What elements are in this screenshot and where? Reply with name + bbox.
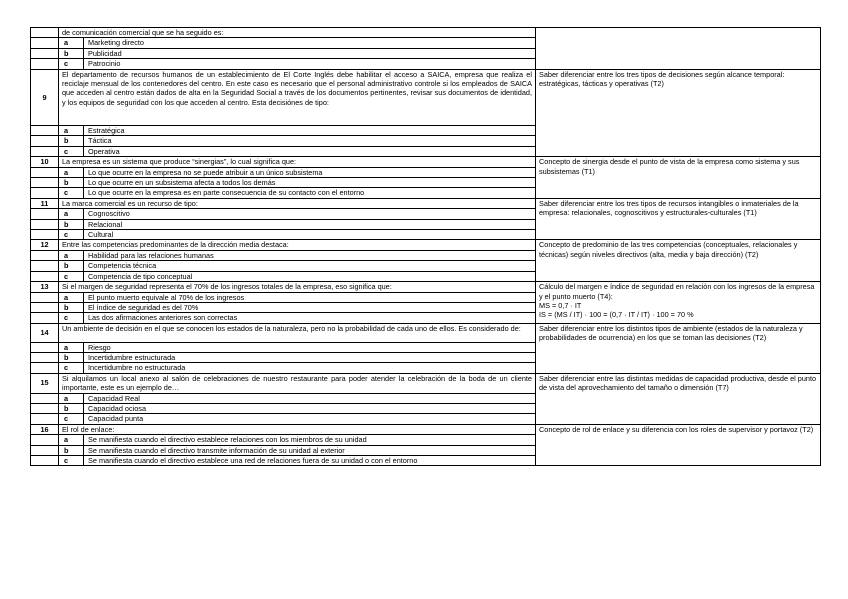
objective-note xyxy=(536,28,821,70)
option-text: Las dos afirmaciones anteriores son correctas xyxy=(84,313,536,323)
option-spacer xyxy=(31,48,59,58)
option-text: Se manifiesta cuando el directivo transmite información de su unidad al exterior xyxy=(84,445,536,455)
option-letter: b xyxy=(59,445,84,455)
option-text: Publicidad xyxy=(84,48,536,58)
question-number xyxy=(31,28,59,38)
question-number: 14 xyxy=(31,323,59,342)
option-spacer xyxy=(31,209,59,219)
objective-note xyxy=(536,69,821,157)
question-row xyxy=(31,282,821,292)
option-text: Competencia de tipo conceptual xyxy=(84,271,536,281)
option-spacer xyxy=(31,414,59,424)
question-text: Si el margen de seguridad representa el 70% de los ingresos totales de la empresa, eso significa que: xyxy=(59,282,536,292)
option-spacer xyxy=(31,38,59,48)
question-text: El departamento de recursos humanos de un establecimiento de El Corte Inglés debe habilitar el acceso a SAICA, empresa que realiza el reciclaje mensual de los contenedores del centro. En este caso es necesario que el personal administrativo controle si los empleados de SAICA que acceden al centro están dados de alta en la Seguridad Social a través de los documentos pertinentes, revisar sus documentos de identidad, y los equipos de seguridad con los que acceden al centro. Esta decisiónes de tipo: xyxy=(59,69,536,125)
option-spacer xyxy=(31,188,59,198)
option-spacer xyxy=(31,292,59,302)
objective-formula-line: IS = (MS / IT) · 100 = (0,7 · IT / IT) · 100 = 70 % xyxy=(539,310,694,320)
option-text: Táctica xyxy=(84,136,536,146)
option-letter: a xyxy=(59,342,84,352)
option-text: Lo que ocurre en la empresa no se puede atribuir a un único subsistema xyxy=(84,167,536,177)
option-text: Cultural xyxy=(84,230,536,240)
question-text: Si alquilamos un local anexo al salón de celebraciones de nuestro restaurante para poder atender la celebración de la boda de un cliente importante, este es un ejemplo de… xyxy=(59,373,536,393)
question-row xyxy=(31,69,821,125)
objective-note xyxy=(536,157,821,199)
option-text: Capacidad ociosa xyxy=(84,403,536,413)
option-spacer xyxy=(31,302,59,312)
option-text: Cognoscitivo xyxy=(84,209,536,219)
option-text: Relacional xyxy=(84,219,536,229)
option-spacer xyxy=(31,230,59,240)
option-letter: c xyxy=(59,313,84,323)
question-number: 9 xyxy=(31,69,59,125)
option-letter: b xyxy=(59,178,84,188)
question-row xyxy=(31,323,821,342)
option-spacer xyxy=(31,403,59,413)
objective-note-text: Saber diferenciar entre los distintos tipos de ambiente (estados de la naturaleza y probabilidades de ocurrencia) en los que se toman las decisiones (T2) xyxy=(539,323,803,343)
option-letter: b xyxy=(59,403,84,413)
option-spacer xyxy=(31,250,59,260)
question-text: Entre las competencias predominantes de la dirección media destaca: xyxy=(59,240,536,250)
option-text: Patrocinio xyxy=(84,59,536,69)
option-letter: c xyxy=(59,59,84,69)
option-letter: b xyxy=(59,352,84,362)
option-text: Incertidumbre estructurada xyxy=(84,352,536,362)
option-letter: c xyxy=(59,271,84,281)
objective-note-text: Concepto de sinergia desde el punto de vista de la empresa como sistema y sus subsistemas (T1) xyxy=(539,157,800,176)
option-letter: a xyxy=(59,126,84,136)
question-number: 10 xyxy=(31,157,59,167)
option-spacer xyxy=(31,59,59,69)
option-letter: b xyxy=(59,302,84,312)
question-text: de comunicación comercial que se ha seguido es: xyxy=(59,28,536,38)
question-number: 12 xyxy=(31,240,59,250)
question-row xyxy=(31,424,821,434)
option-letter: b xyxy=(59,261,84,271)
question-number: 15 xyxy=(31,373,59,393)
question-row xyxy=(31,373,821,393)
option-spacer xyxy=(31,342,59,352)
option-letter: a xyxy=(59,393,84,403)
option-text: Capacidad punta xyxy=(84,414,536,424)
option-text: Capacidad Real xyxy=(84,393,536,403)
option-letter: a xyxy=(59,209,84,219)
option-letter: b xyxy=(59,48,84,58)
option-letter: a xyxy=(59,435,84,445)
option-spacer xyxy=(31,313,59,323)
option-spacer xyxy=(31,445,59,455)
question-row xyxy=(31,198,821,208)
question-number: 16 xyxy=(31,424,59,434)
option-spacer xyxy=(31,136,59,146)
question-text: El rol de enlace: xyxy=(59,424,536,434)
option-text: El índice de seguridad es del 70% xyxy=(84,302,536,312)
objective-note-text: Concepto de rol de enlace y su diferencia con los roles de supervisor y portavoz (T2) xyxy=(539,424,814,434)
option-text: Estratégica xyxy=(84,126,536,136)
objective-note xyxy=(536,373,821,424)
question-text: La marca comercial es un recurso de tipo: xyxy=(59,198,536,208)
option-spacer xyxy=(31,261,59,271)
objective-formula-line: MS = 0,7 · IT xyxy=(539,300,582,310)
exam-table xyxy=(30,27,821,466)
option-spacer xyxy=(31,363,59,373)
option-text: Habilidad para las relaciones humanas xyxy=(84,250,536,260)
question-row xyxy=(31,157,821,167)
objective-note-text: Saber diferenciar entre los tres tipos de decisiones según alcance temporal: estratégicas, tácticas y operativas (T2) xyxy=(539,69,785,89)
objective-note-text: Saber diferenciar entre las distintas medidas de capacidad productiva, desde el punto de vista del aprovechamiento del tamaño o dimensión (T7) xyxy=(539,373,817,393)
option-spacer xyxy=(31,178,59,188)
option-letter: c xyxy=(59,230,84,240)
option-text: Riesgo xyxy=(84,342,536,352)
option-spacer xyxy=(31,435,59,445)
option-letter: c xyxy=(59,456,84,466)
option-letter: b xyxy=(59,136,84,146)
option-letter: c xyxy=(59,414,84,424)
objective-note xyxy=(536,282,821,324)
option-text: Operativa xyxy=(84,146,536,156)
objective-note-text: Saber diferenciar entre los tres tipos de recursos intangibles o inmateriales de la empresa: relacionales, cognoscitivos y estructurales-culturales (T1) xyxy=(539,198,799,218)
option-letter: a xyxy=(59,250,84,260)
option-spacer xyxy=(31,456,59,466)
option-letter: a xyxy=(59,38,84,48)
option-text: Marketing directo xyxy=(84,38,536,48)
option-letter: a xyxy=(59,292,84,302)
option-letter: c xyxy=(59,146,84,156)
objective-note xyxy=(536,198,821,240)
question-text: La empresa es un sistema que produce “sinergias”, lo cual significa que: xyxy=(59,157,536,167)
option-spacer xyxy=(31,219,59,229)
option-spacer xyxy=(31,393,59,403)
question-row xyxy=(31,240,821,250)
option-spacer xyxy=(31,126,59,136)
option-text: Lo que ocurre en un subsistema afecta a todos los demás xyxy=(84,178,536,188)
question-number: 11 xyxy=(31,198,59,208)
option-text: El punto muerto equivale al 70% de los ingresos xyxy=(84,292,536,302)
option-letter: c xyxy=(59,188,84,198)
option-spacer xyxy=(31,352,59,362)
objective-note-text: Cálculo del margen e índice de seguridad en relación con los ingresos de la empresa y el punto muerto (T4): xyxy=(539,282,815,301)
option-letter: c xyxy=(59,363,84,373)
option-text: Se manifiesta cuando el directivo establece relaciones con los miembros de su unidad xyxy=(84,435,536,445)
option-spacer xyxy=(31,167,59,177)
question-text: Un ambiente de decisión en el que se conocen los estados de la naturaleza, pero no la probabilidad de cada uno de ellos. Es considerado de: xyxy=(59,323,536,342)
option-text: Se manifiesta cuando el directivo establece una red de relaciones fuera de su unidad o con el entorno xyxy=(84,456,536,466)
option-letter: a xyxy=(59,167,84,177)
objective-note xyxy=(536,424,821,466)
option-text: Competencia técnica xyxy=(84,261,536,271)
option-text: Incertidumbre no estructurada xyxy=(84,363,536,373)
question-row xyxy=(31,28,821,38)
option-text: Lo que ocurre en la empresa es en parte consecuencia de su contacto con el entorno xyxy=(84,188,536,198)
objective-note-text: Concepto de predominio de las tres competencias (conceptuales, relacionales y técnicas) según niveles directivos (alta, media y baja dirección) (T2) xyxy=(539,240,798,259)
exam-table-body xyxy=(31,28,821,466)
option-spacer xyxy=(31,146,59,156)
option-letter: b xyxy=(59,219,84,229)
objective-note xyxy=(536,240,821,282)
objective-note xyxy=(536,323,821,373)
option-spacer xyxy=(31,271,59,281)
question-number: 13 xyxy=(31,282,59,292)
